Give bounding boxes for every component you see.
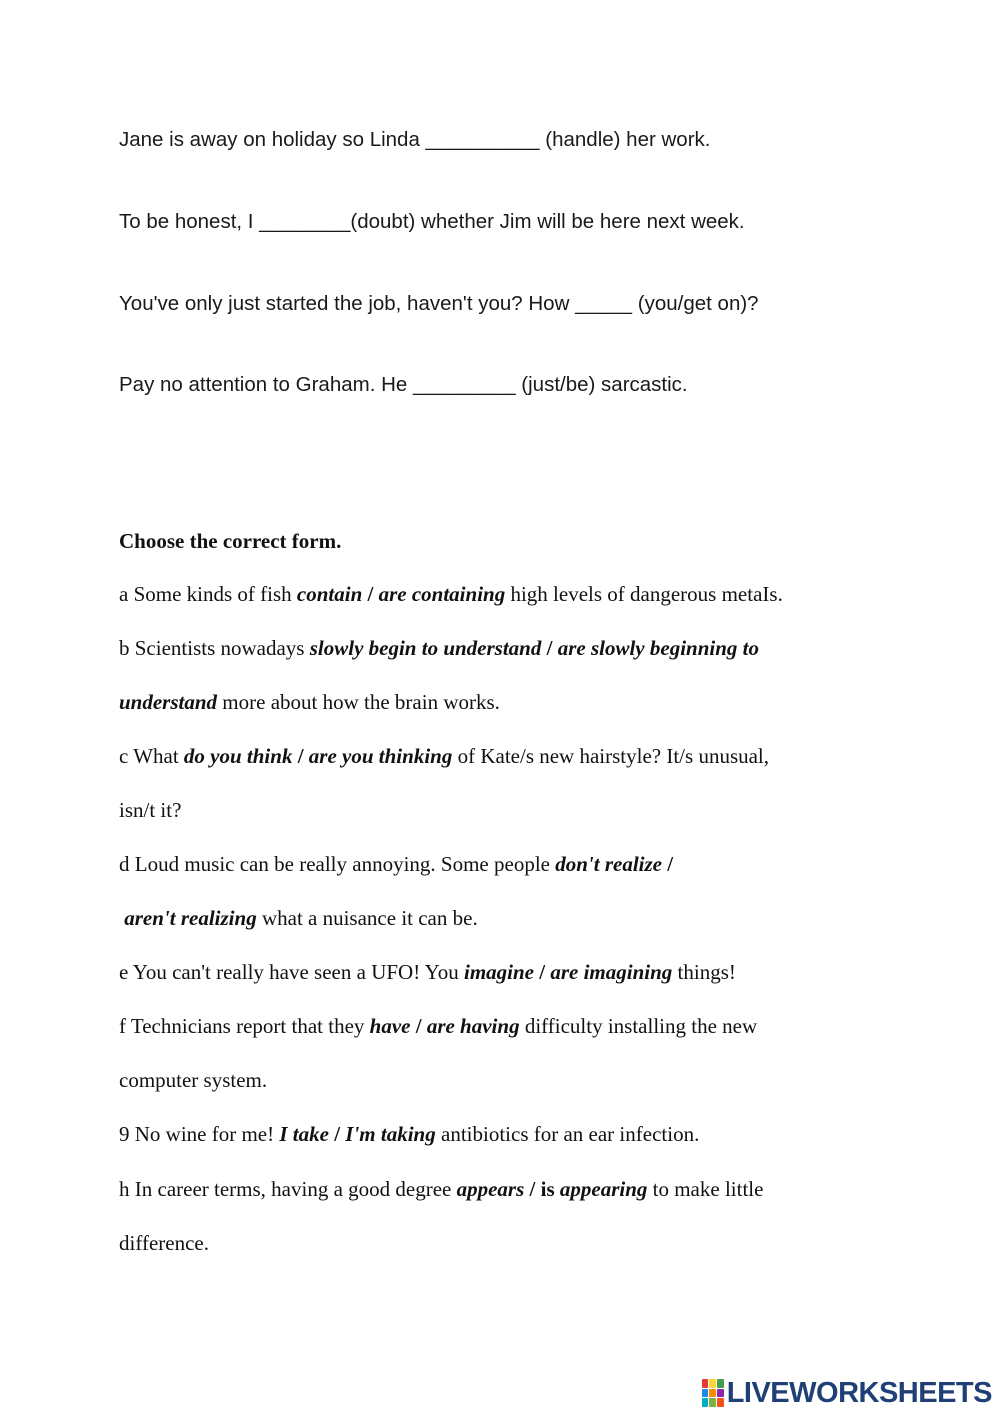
line-text: more about how the brain works.: [217, 690, 500, 714]
line-text: a Some kinds of fish: [119, 582, 297, 606]
line-text: antibiotics for an ear infection.: [435, 1122, 700, 1146]
option-separator: /: [662, 852, 674, 876]
logo-square: [709, 1379, 716, 1388]
question-line: [119, 958, 736, 986]
line-text: high levels of dangerous metaIs.: [505, 582, 783, 606]
option-separator: /: [292, 744, 309, 768]
question-line: [119, 1229, 209, 1257]
question-line: [119, 1120, 699, 1148]
section-heading: Choose the correct form.: [119, 529, 342, 553]
option-2-continued[interactable]: understand: [119, 690, 218, 714]
line-text: to make little: [647, 1177, 764, 1201]
gap-sentence-2: To be honest, I ________(doubt) whether Jim will be here next week.: [119, 210, 745, 233]
line-text: d Loud music can be really annoying. Some people: [119, 852, 556, 876]
logo-square: [702, 1389, 709, 1398]
option-2[interactable]: are containing: [378, 582, 506, 606]
option-2[interactable]: are slowly beginning to: [557, 636, 759, 660]
option-separator: /: [541, 636, 558, 660]
option-1[interactable]: don't realize: [555, 852, 662, 876]
line-text: 9 No wine for me!: [119, 1122, 280, 1146]
question-line: [119, 1066, 267, 1094]
line-text: difference.: [119, 1231, 209, 1255]
question-line: [119, 904, 478, 932]
logo-square: [702, 1379, 709, 1388]
option-1[interactable]: do you think: [183, 744, 293, 768]
logo-square: [702, 1398, 709, 1407]
option-separator: / is: [524, 1177, 560, 1201]
option-separator: /: [410, 1014, 427, 1038]
option-2[interactable]: I'm taking: [345, 1122, 436, 1146]
liveworksheets-logo: [702, 1376, 992, 1410]
logo-mark-icon: [702, 1379, 724, 1407]
question-line: [119, 580, 783, 608]
line-text: b Scientists nowadays: [119, 636, 310, 660]
line-text: e You can't really have seen a UFO! You: [119, 960, 464, 984]
option-2[interactable]: aren't realizing: [124, 906, 257, 930]
option-1[interactable]: I take: [279, 1122, 329, 1146]
line-text: isn/t it?: [119, 798, 182, 822]
line-text: what a nuisance it can be.: [256, 906, 478, 930]
question-line: [119, 634, 759, 662]
line-text: things!: [672, 960, 736, 984]
option-separator: /: [362, 582, 379, 606]
option-1[interactable]: contain: [296, 582, 363, 606]
option-separator: /: [534, 960, 551, 984]
question-line: [119, 1012, 757, 1040]
line-text: difficulty installing the new: [519, 1014, 758, 1038]
question-line: [119, 850, 673, 878]
gap-sentence-4: Pay no attention to Graham. He _________ (just/be) sarcastic.: [119, 373, 688, 396]
question-line: [119, 1175, 763, 1203]
option-2[interactable]: appearing: [559, 1177, 648, 1201]
option-1[interactable]: appears: [456, 1177, 525, 1201]
logo-square: [709, 1398, 716, 1407]
logo-square: [709, 1389, 716, 1398]
gap-sentence-3: You've only just started the job, haven't you? How _____ (you/get on)?: [119, 292, 759, 315]
line-text: h In career terms, having a good degree: [119, 1177, 457, 1201]
gap-sentence-1: Jane is away on holiday so Linda __________ (handle) her work.: [119, 128, 711, 151]
logo-text: LIVEWORKSHEETS: [726, 1376, 992, 1409]
option-1[interactable]: imagine: [463, 960, 534, 984]
option-separator: /: [328, 1122, 346, 1146]
logo-square: [717, 1379, 724, 1388]
option-1[interactable]: have: [369, 1014, 411, 1038]
line-text: c What: [119, 744, 184, 768]
line-text: f Technicians report that they: [119, 1014, 370, 1038]
question-line: [119, 742, 769, 770]
option-2[interactable]: are having: [426, 1014, 520, 1038]
line-text: of Kate/s new hairstyle? It/s unusual,: [452, 744, 770, 768]
option-2[interactable]: are imagining: [550, 960, 673, 984]
line-text: computer system.: [119, 1068, 268, 1092]
option-1[interactable]: slowly begin to understand: [309, 636, 542, 660]
logo-square: [717, 1389, 724, 1398]
question-line: [119, 688, 500, 716]
option-2[interactable]: are you thinking: [308, 744, 453, 768]
question-line: [119, 796, 181, 824]
logo-square: [717, 1398, 724, 1407]
